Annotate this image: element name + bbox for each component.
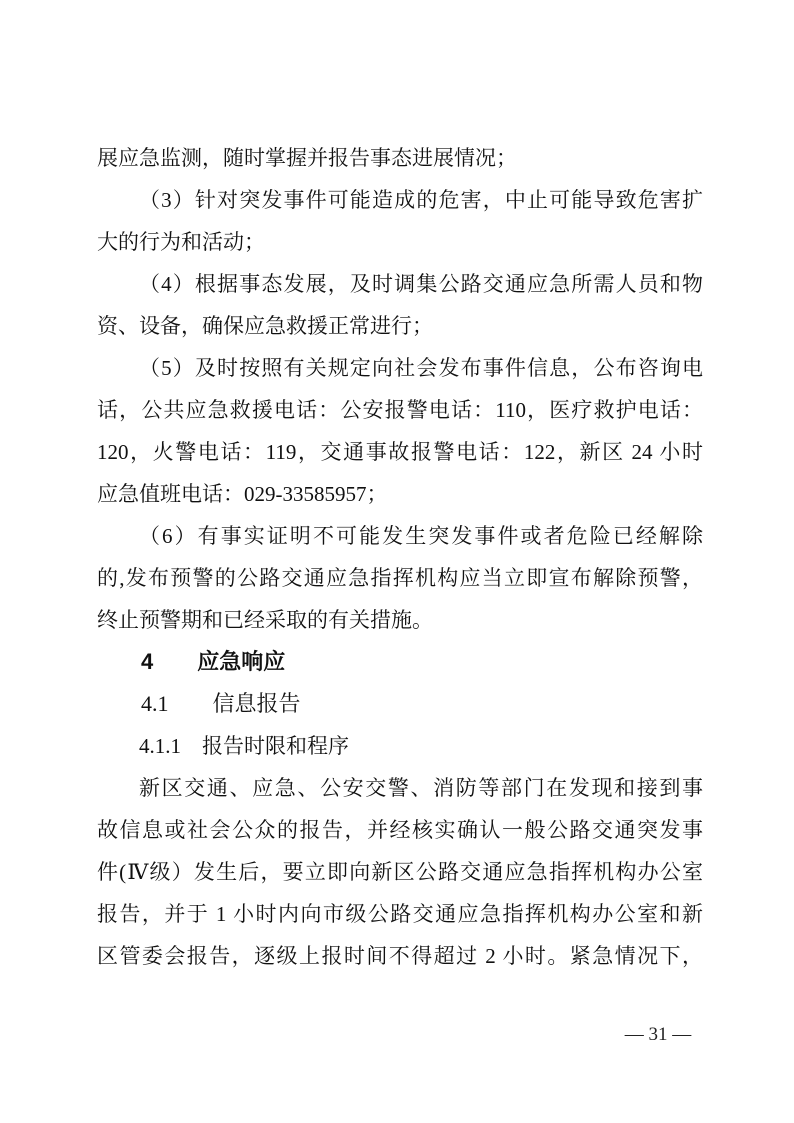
page-number: — 31 — (624, 1024, 692, 1045)
text-line: 新区交通、应急、公安交警、消防等部门在发现和接到事 (139, 776, 703, 800)
text-line: （3）针对突发事件可能造成的危害，中止可能导致危害扩 (139, 188, 703, 212)
text-line: （6）有事实证明不可能发生突发事件或者危险已经解除 (139, 524, 703, 548)
text-line: 的,发布预警的公路交通应急指挥机构应当立即宣布解除预警， (97, 566, 703, 590)
text-line: 件(Ⅳ级）发生后，要立即向新区公路交通应急指挥机构办公室 (97, 860, 703, 884)
text-line: 话，公共应急救援电话：公安报警电话：110，医疗救护电话： (97, 398, 703, 422)
heading-section: 4.1 信息报告 (141, 691, 301, 716)
text-line: 终止预警期和已经采取的有关措施。 (97, 608, 433, 632)
text-line: 报告，并于 1 小时内向市级公路交通应急指挥机构办公室和新 (97, 902, 703, 926)
text-line: （4）根据事态发展，及时调集公路交通应急所需人员和物 (139, 272, 703, 296)
text-line: 区管委会报告，逐级上报时间不得超过 2 小时。紧急情况下， (97, 944, 703, 968)
text-line: 大的行为和活动； (97, 230, 265, 254)
heading-subsection: 4.1.1 报告时限和程序 (139, 734, 349, 758)
heading-chapter: 4 应急响应 (141, 649, 286, 674)
text-line: 资、设备，确保应急救援正常进行； (97, 314, 433, 338)
text-block (97, 137, 703, 977)
text-line: 应急值班电话：029-33585957； (97, 482, 388, 506)
text-line: 展应急监测，随时掌握并报告事态进展情况； (97, 146, 517, 170)
text-line: 故信息或社会公众的报告，并经核实确认一般公路交通突发事 (97, 818, 703, 842)
text-line: （5）及时按照有关规定向社会发布事件信息，公布咨询电 (139, 356, 703, 380)
text-line: 120，火警电话：119，交通事故报警电话：122，新区 24 小时 (97, 440, 703, 464)
